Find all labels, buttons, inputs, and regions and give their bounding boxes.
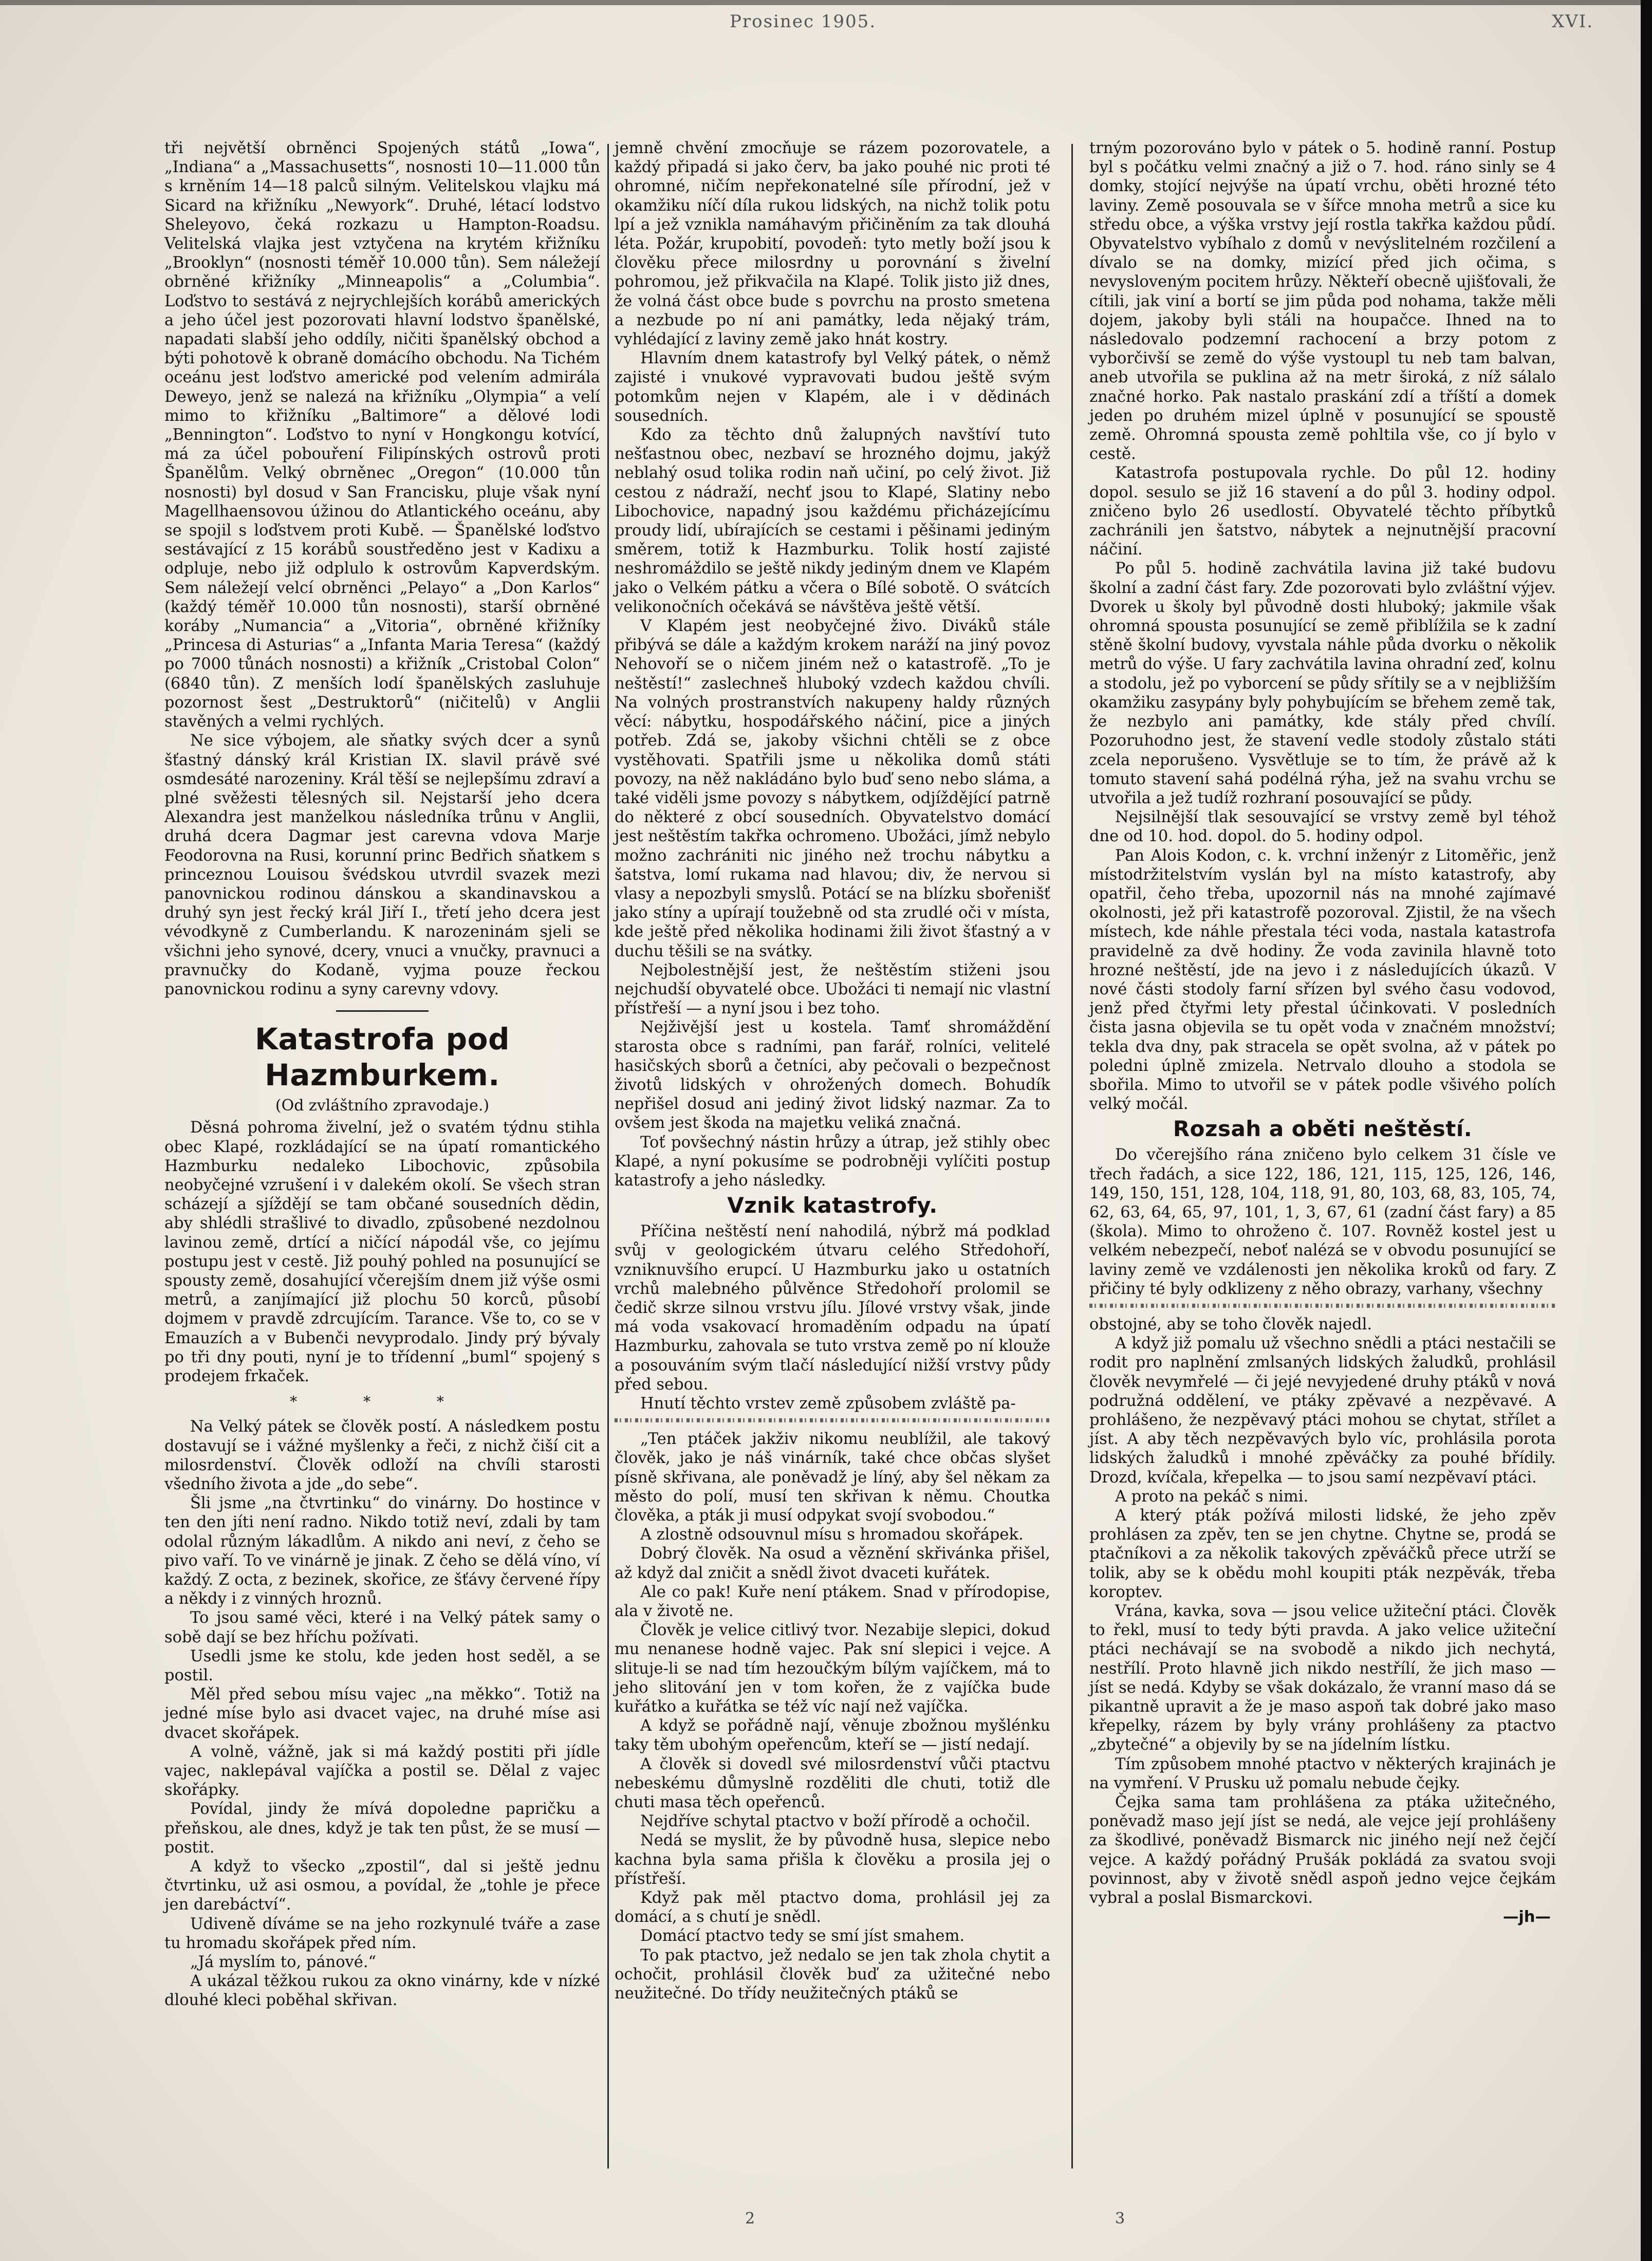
bleed-through-header [668,5,1634,36]
scan-right-edge [1641,0,1652,2261]
paragraph: Vrána, kavka, sova — jsou velice užiteční ptáci. Člověk to řekl, musí to tedy býti pravda. A jako velice užiteční ptáci nechávají se na svobodě a nikdo jich nechytá, nestřílí. Proto hlavně jich nikdo nestřílí, že jich maso — jíst se nedá. Kdyby se však dokázalo, že vranní maso dá se pikantně upravit a že je maso aspoň tak dobré jako maso křepelky, rázem by byly vrány prohlášeny za ptactvo „zbytečné“ a objevily by se na jídelním lístku. [1089,1602,1556,1754]
paragraph: Domácí ptactvo tedy se smí jíst smahem. [640,1927,965,1945]
paragraph: Dobrý člověk. Na osud a věznění skřivánka přišel, až když dal zničit a snědl život dvaceti kuřátek. [615,1545,1050,1582]
paragraph: Katastrofa postupovala rychle. Do půl 12. hodiny dopol. sesulo se již 16 stavení a do půl 3. hodiny odpol. zničeno bylo 26 usedlostí. Obyvatelé těchto příbytků zachránili jen šatstvo, nábytek a nejnutnější pracovní náčiní. [1089,464,1556,559]
paragraph: Nejbolestnější jest, že neštěstím stiženi jsou nejchudší obyvatelé obce. Ubožáci ti nemají nic vlastní přístřeší — a nyní jsou i bez toho. [615,961,1050,1018]
paragraph: A volně, vážně, jak si má každý postiti při jídle vajec, naklepával vajíčka a postil se. Dělal z vajec skořápky. [164,1743,600,1800]
paragraph: Nedá se myslit, že by původně husa, slepice nebo kachna byla sama přišla k člověku a prosila jej o přístřeší. [615,1831,1050,1888]
header-right-text: XVI. [1552,11,1593,32]
paragraph: A který pták požívá milosti lidské, že jeho zpěv prohlásen za zpěv, ten se jen chytne. Chytne se, prodá se ptačníkovi a za několik takových zpěváčků přece utrží se tolik, aby se k obědu mohl koupiti pták nezpěvák, třeba koroptev. [1089,1507,1556,1601]
paragraph: Čejka sama tam prohlášena za ptáka užitečného, poněvadž maso její jíst se nedá, ale vejce její prohlášeny za škodlivé, poněvadž Bismarck nic jiného nejí než čejčí vejce. A každý pořádný Prušák pokládá za svatou svoji povinnost, aby v životě snědl aspoň jedno vejce čejkám vybral a poslal Bismarckovi. [1089,1793,1556,1907]
feuilleton-divider [1089,1304,1556,1308]
section-headline: Vznik katastrofy. [727,1193,938,1218]
article-subhead: (Od zvláštního zpravodaje.) [275,1097,490,1115]
paragraph: V Klapém jest neobyčejné živo. Diváků stále přibývá se dále a každým krokem naráží na jiný povoz Nehovoří se o ničem jiném než o katastrofě. „To je neštěstí!“ zaslechneš hluboký vzdech každou chvíli. Na volných prostranstvích nakupeny haldy různých věcí: nábytku, hospodářského náčiní, pice a jiných potřeb. Zdá se, jakoby všichni chtěli se z obce vystěhovati. Spatřili jsme u několika domů státi povozy, na něž nakládáno bylo buď seno nebo sláma, a také viděli jsme povozy s nábytkem, odjíždějící patrně do některé z obcí sousedních. Obyvatelstvo domácí jest neštěstím takřka ochromeno. Ubožáci, jímž nebylo možno zachrániti nic jiného než trochu nábytku a šatstva, lomí rukama nad hlavou; div, že nervou si vlasy a nepozbyli smyslů. Potácí se na blízku sbořenišť jako stíny a upírají toužebně od sta zrudlé oči v místa, kde ještě před několika hodinami žili život šťastný a v duchu těšili se na svátky. [615,617,1050,960]
paragraph: Šli jsme „na čtvrtinku“ do vinárny. Do hostince v ten den jíti není radno. Nikdo totiž neví, zdali by tam odolal různým lákadlům. A nikdo ani neví, z čeho se pivo vaří. To ve vinárně je jinak. Z čeho se dělá víno, ví každý. Z octa, z bezinek, skořice, ze šťávy červené řípy a někdy i z vinných hroznů. [164,1494,600,1608]
paragraph: A ukázal těžkou rukou za okno vinárny, kde v nízké dlouhé kleci poběhal skřivan. [164,1972,600,2010]
column-rule-1 [607,144,609,2169]
paragraph: tři největší obrněnci Spojených států „Iowa“, „Indiana“ a „Massachusetts“, nosnosti 10—11.000 tůn s krněním 14—18 palců silným. Velitelskou vlajku má Sicard na křižníku „Newyork“. Druhé, létací lodstvo Sheleyovo, čeká rozkazu u Hampton-Roadsu. Velitelská vlajka jest vztyčena na krytém křižníku „Brooklyn“ (nosnosti téměř 10.000 tůn). Sem náležejí obrněné křižníky „Minneapolis“ a „Columbia“. Loďstvo to sestává z nejrychlejších korábů amerických a jeho účel jest pozorovati hlavní lodstvo španělské, napadati slabší jeho oddíly, ničiti španělský obchod a býti pohotově k obraně domácího obchodu. Na Tichém oceánu jest loďstvo americké pod velením admirála Deweyo, jenž se nalezá na křižníku „Olympia“ a velí mimo to křižníku „Baltimore“ a dělové lodi „Bennington“. Loďstvo to nyní v Hongkongu kotvící, má za účel pobouření Filipínských ostrovů proti Španělům. Velký obrněnec „Oregon“ (10.000 tůn nosnosti) byl dosud v San Francisku, pluje však nyní Magellhaensovou úžinou do Atlantického oceánu, aby se spojil s loďstvem proti Kubě. — Španělské loďstvo sestávající z 15 korábů soustředěno jest v Kadixu a odpluje, nebo již odplulo k ostrovům Kapverdským. Sem náležejí velcí obrněnci „Pelayo“ a „Don Karlos“ (každý téměř 10.000 tůn nosnosti), starší obrněné koráby „Numancia“ a „Vitoria“, obrněné křižníky „Princesa di Asturias“ a „Infanta Maria Teresa“ (každý po 7000 tůnách nosnosti) a křižník „Cristobal Colon“ (6840 tůn). Z menších lodí španělských zasluhuje pozornost šest „Destruktorů“ (ničitelů) v Anglii stavěných a velmi rychlých. [164,139,600,731]
paragraph: Toť povšechný nástin hrůzy a útrap, jež stihly obec Klapé, a nyní pokusíme se podrobněji vylíčiti postup katastrofy a jeho následky. [615,1133,1050,1190]
column-1 [164,139,600,2010]
paragraph: Měl před sebou mísu vajec „na měkko“. Totiž na jedné míse bylo asi dvacet vajec, na druhé míse asi dvacet skořápek. [164,1685,600,1742]
paragraph: Nejživější jest u kostela. Tamť shromáždění starosta obce s radními, pan farář, rolníci, velitelé hasičských sborů a četníci, aby pečovali o bezpečnost životů lidských v ohrožených domech. Bohudík nepřišel dosud ani jediný život lidský nazmar. Za to ovšem jest škoda na majetku veliká značná. [615,1018,1050,1133]
article-headline: Katastrofa pod Hazmburkem. [254,1022,510,1093]
paragraph: To pak ptactvo, jež nedalo se jen tak zhola chytit a ochočit, prohlásil člověk buď za užitečné nebo neužitečné. Do třídy neužitečných ptáků se [615,1946,1050,2003]
column-2 [615,139,1050,2003]
paragraph: „Ten ptáček jakživ nikomu neublížil, ale takový člověk, jako je náš vinárník, také chce občas slyšet písně skřivana, ale poněvadž je líný, aby šel někam za město do polí, musí ten skřivan k němu. Choutka člověka, a pták ji musí odpykat svojí svobodou.“ [615,1430,1050,1525]
paragraph: Ale co pak! Kuře není ptákem. Snad v přírodopise, ala v životě ne. [615,1583,1050,1621]
paragraph: Povídal, jindy že mívá dopoledne papričku a přeňskou, ale dnes, když je tak ten půst, že se musí — postit. [164,1800,600,1857]
footer-mark: 2 [745,2210,755,2228]
paragraph: A zlostně odsouvnul mísu s hromadou skořápek. [640,1526,1024,1544]
header-left-text: Prosinec 1905. [730,11,877,32]
paragraph: trným pozorováno bylo v pátek o 5. hodině ranní. Postup byl s počátku velmi značný a již o 7. hod. ráno sinly se 4 domky, stojící nejvýše na úpatí vrchu, oběti hrozné této laviny. Země posouvala se v šířce mnoha metrů a sice ku středu obce, a výška vrstvy její rostla takřka každou půdí. Obyvatelstvo vybíhalo z domů v nevýslitelném rozčilení a dívalo se na domky, mizící před jich očima, s nevysloveným pocitem hrůzy. Někteří obecně ujišťovali, že cítili, jak viní a bortí se jim půda pod nohama, takže měli dojem, jakoby byli stáli na houpačce. Ihned na to následovalo podzemní rachocení a brzy potom z vyborčivší se země do výše vystoupl tu neb tam balvan, aneb utvořila se puklina až na metr široká, z níž sálalo značné horko. Pak nastalo praskání zdí a tříští a domek jeden po druhém mizel úplně v posunující se spoustě země. Ohromná spousta země pohltila vše, co jí bylo v cestě. [1089,139,1556,464]
paragraph: obstojné, aby se toho člověk najedl. [1089,1315,1372,1333]
paragraph: Po půl 5. hodině zachvátila lavina již také budovu školní a zadní část fary. Zde pozorovati bylo zvláštní výjev. Dvorek u školy byl původně dosti hluboký; jakmile však ohromná spousta posunující se země přiblížila se k zadní stěně školní budovy, vyvstala náhle půda dvorku o několik metrů do výše. U fary zachvátila lavina ohradní zeď, kolnu a stodolu, jež po vyborcení se půdy sřítily se a v nejbližším okamžiku zasypány byly pohybujícím se břehem země tak, že nezbylo ani památky, kde stály před chvílí. Pozoruhodno jest, že stavení vedle stodoly zůstalo státi zcela neporušeno. Vysvětluje se to tím, že právě až k tomuto stavení sahá podélná rýha, jež na svahu vrchu se utvořila a jež tudíž rozhraní posouvající se půdy. [1089,560,1556,807]
paragraph: Udiveně díváme se na jeho rozkynulé tváře a zase tu hromadu skořápek před ním. [164,1915,600,1952]
asterism: * * * [290,1393,475,1411]
paragraph: Pan Alois Kodon, c. k. vrchní inženýr z Litoměřic, jenž místodržitelstvím vyslán byl na místo katastrofy, aby opatřil, čeho třeba, upozornil nás na mnohé zajímavé okolnosti, jež při katastrofě pozoroval. Zjistil, že na všech místech, kde náhle přestala téci voda, nastala katastrofa pravidelně za dvě hodiny. Že voda zavinila hlavně toto hrozné neštěstí, jde na jevo i z následujících úkazů. V nové části stodoly farní sřízen byl svého času vodovod, jenž před čtyřmi lety přestal účinkovati. V posledních čista jasna objevila se tu opět voda v značném množství; tekla dva dny, pak stracela se opět svolna, až v pátek po poledni úplně zmizela. Netrvalo dlouho a stodola se sbořila. Mimo to utvořil se v pátek podle všivého polích velký močál. [1089,846,1556,1114]
paragraph: Do včerejšího rána zničeno bylo celkem 31 čísle ve třech řadách, a sice 122, 186, 121, 115, 125, 126, 146, 149, 150, 151, 128, 104, 118, 91, 80, 103, 68, 83, 105, 74, 62, 63, 64, 65, 97, 101, 1, 3, 67, 61 (zadní část fary) a 85 (škola). Mimo to ohroženo č. 107. Rovněž kostel jest u velkém nebezpečí, neboť nalézá se v obvodu posunující se laviny země ve vzdálenosti jen několika kroků od fary. Z přičiny té byly odklizeny z něho obrazy, varhany, všechny [1089,1146,1556,1298]
paragraph: A když to všecko „zpostil“, dal si ještě jednu čtvrtinku, už asi osmou, a povídal, že „tohle je přece jen darebáctví“. [164,1858,600,1914]
paragraph: Na Velký pátek se člověk postí. A následkem postu dostavují se i vážné myšlenky a řeči, z nichž čiší cit a milosrdenství. Člověk odloží na chvíli starosti všedního života a jde „do sebe“. [164,1418,600,1493]
paragraph: Když pak měl ptactvo doma, prohlásil jej za domácí, a s chutí je snědl. [615,1889,1050,1926]
paragraph: Člověk je velice citlivý tvor. Nezabije slepici, dokud mu nenanese hodně vajec. Pak sní slepici i vejce. A slituje-li se nad tím hezoučkým bílým vajíčkem, má to jeho slitování jen v tom kořen, že z vajíčka bude kuřátko a kuřátka se též víc nají než vajíčka. [615,1621,1050,1716]
column-rule-2 [1071,144,1073,2169]
section-divider [336,1010,429,1012]
paragraph: Nejsilnější tlak sesouvající se vrstvy země byl téhož dne od 10. hod. dopol. do 5. hodiny odpol. [1089,808,1556,846]
author-signature: —jh— [1502,1908,1551,1926]
paragraph: A když již pomalu už všechno snědli a ptáci nestačili se rodit pro naplnění zmlsaných lidských žaludků, prohlásil člověk nevymřelé — či jejé nevyjedené druhy ptáků v nová podružná oddělení, ve ptáky zpěvavé a nezpěvavé. A prohlášeno, že nezpěvavý ptáci mohou se chytat, střílet a jíst. A aby těch nezpěvavých bylo víc, prohlásila porota lidských žaludků i mnohé zpěváčky za pouhé břídily. Drozd, kvíčala, křepelka — to jsou samí nezpěvaví ptáci. [1089,1335,1556,1487]
paragraph: Tím způsobem mnohé ptactvo v některých krajinách je na vymření. V Prusku už pomalu nebude čejky. [1089,1755,1556,1792]
paragraph: jemně chvění zmocňuje se rázem pozorovatele, a každý připadá si jako červ, ba jako pouhé nic proti té ohromné, ničím nepřekonatelné síle přírodní, jež v okamžiku níčí díla rukou lidských, na nichž tolik potu lpí a jež vznikla namáhavým přičiněním za tak dlouhá léta. Požár, krupobití, povodeň: tyto metly boží jsou k člověku přece milosrdny u porovnání s živelní pohromou, jež přikvačila na Klapé. Tolik jisto již dnes, že volná část obce bude s povrchu na prosto smetena a nezbude po ní ani památky, leda nějaký trám, vyhlédající z laviny země jako hnát kostry. [615,139,1050,349]
column-3 [1089,139,1556,1926]
paragraph: To jsou samé věci, které i na Velký pátek samy o sobě dají se bez hříchu požívati. [164,1609,600,1646]
scan-top-edge [0,0,1652,5]
footer-mark: 3 [1115,2210,1125,2228]
paragraph: Usedli jsme ke stolu, kde jeden host seděl, a se postil. [164,1647,600,1685]
paragraph: Hlavním dnem katastrofy byl Velký pátek, o němž zajisté i vnukové vypravovati budou ještě svým potomkům nejen v Klapém, ale i v dědinách sousedních. [615,349,1050,425]
paragraph: A proto na pekáč s nimi. [1115,1487,1309,1506]
paragraph: A když se pořádně nají, věnuje zbožnou myšlénku taky těm ubohým opeřencům, kteří se — jistí nedají. [615,1717,1050,1754]
paragraph: Příčina neštěstí není nahodilá, nýbrž má podklad svůj v geologickém útvaru celého Středohoří, vzniknuvšího erupcí. U Hazmburku jako u ostatních vrchů malebného půlvěnce Středohoří prolomil se čedič skrze silnou vrstvu jílu. Jílové vrstvy však, jinde má voda vsakovací hromaděním odpadu na úpatí Hazmburku, zahovala se tuto vrstva země po ní klouže a posouváním svým tlačí následující nižší vrstvy půdy před sebou. [615,1222,1050,1394]
paragraph: Ne sice výbojem, ale sňatky svých dcer a synů šťastný dánský král Kristian IX. slavil právě své osmdesáté narozeniny. Král těší se nejlepšímu zdraví a plné svěžesti tělesných sil. Nejstarší jeho dcera Alexandra jest manželkou následníka trůnu v Anglii, druhá dcera Dagmar jest carevna vdova Marje Feodorovna na Rusi, korunní princ Bedřich sňatkem s princeznou Louisou švédskou utvrdil svazek mezi panovnickou rodinou dánskou a skandinavskou a druhý syn jest řecký král Jiří I., třetí jeho dcera jest vévodkyně z Cumberlandu. K narozeninám sjeli se všichni jeho synové, dcery, vnuci a vnučky, pravnuci a pravnučky do Kodaně, vyjma pouze řeckou panovnickou rodinu a syny carevny vdovy. [164,732,600,998]
paragraph: „Já myslím to, pánové.“ [190,1953,377,1972]
paragraph: A člověk si dovedl své milosrdenství vůči ptactvu nebeskému důmyslně rozděliti dle chuti, totiž dle chuti masa těch opeřenců. [615,1755,1050,1812]
paragraph: Nejdříve schytal ptactvo v boží přírodě a ochočil. [640,1812,1031,1831]
section-headline: Rozsah a oběti neštěstí. [1173,1116,1473,1142]
feuilleton-divider [615,1418,1050,1422]
paragraph: Hnutí těchto vrstev země způsobem zvláště pa- [640,1395,1016,1413]
paragraph: Děsná pohroma živelní, jež o svatém týdnu stihla obec Klapé, rozkládající se na úpatí romantického Hazmburku nedaleko Libochovic, způsobila neobyčejné vzrušení i v dalekém okolí. Se všech stran scházejí a sjíždějí se tam občané sousedních dědin, aby shlédli strašlivé to divadlo, způsobené nezdolnou lavinou země, drtící a ničící nápodál vše, co jejímu postupu jest v cestě. Již pouhý pohled na posunující se spousty země, dosahující včerejším dnem již výše osmi metrů, a zanjímající již plochu 50 korců, působí dojmem v pravdě zdrcujícím. Tarance. Vše to, co se v Emauzích a v Bubenči nevyprodalo. Jindy prý bývaly po tři dny pouti, nyní je to třídenní „buml“ spojený s prodejem frkaček. [164,1119,600,1385]
paragraph: Kdo za těchto dnů žalupných navštíví tuto nešťastnou obec, nezbaví se hrozného dojmu, jakýž neblahý osud tolika rodin naň učiní, po celý život. Již cestou z nádraží, nechť jsou to Klapé, Slatiny nebo Libochovice, napadný jsou každému přicházejícímu proudy lidí, ubírajících se cestami i pěšinami jediným směrem, totiž k Hazmburku. Tolik hostí zajisté neshromáždilo se ještě nikdy jediným dnem ve Klapém jako o Velkém pátku a včera o Bílé sobotě. O svátcích velikonočních očekává se návštěva ještě větší. [615,426,1050,616]
